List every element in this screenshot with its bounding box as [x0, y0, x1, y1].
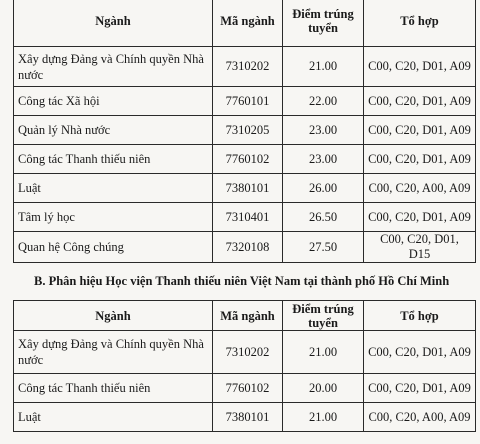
cell-to-hop: C00, C20, D01, A09 [364, 203, 476, 232]
cell-to-hop: C00, C20, D01, A09 [364, 145, 476, 174]
table-row [14, 145, 476, 174]
admission-table-main [13, 0, 476, 263]
table-row [14, 174, 476, 203]
table-row [14, 232, 476, 263]
cell-to-hop: C00, C20, D01, A09 [364, 87, 476, 116]
cell-diem: 23.00 [283, 116, 364, 145]
cell-diem: 26.50 [283, 203, 364, 232]
cell-diem: 22.00 [283, 87, 364, 116]
cell-diem: 21.00 [283, 403, 364, 432]
cell-to-hop: C00, C20, D01, D15 [364, 232, 476, 263]
header-nganh: Ngành [14, 301, 213, 331]
table-row [14, 374, 476, 403]
cell-nganh: Tâm lý học [14, 203, 213, 232]
cell-ma: 7760102 [213, 145, 283, 174]
cell-diem: 26.00 [283, 174, 364, 203]
cell-diem: 27.50 [283, 232, 364, 263]
cell-to-hop: C00, C20, A00, A09 [364, 403, 476, 432]
table-header-row [14, 0, 476, 47]
cell-ma: 7760102 [213, 374, 283, 403]
header-ma-nganh: Mã ngành [213, 301, 283, 331]
cell-nganh: Xây dựng Đảng và Chính quyền Nhà nước [14, 47, 213, 87]
table-row [14, 203, 476, 232]
cell-nganh: Luật [14, 174, 213, 203]
cell-nganh: Quan hệ Công chúng [14, 232, 213, 263]
admission-table-hcmc [13, 300, 476, 432]
cell-to-hop: C00, C20, A00, A09 [364, 174, 476, 203]
cell-nganh: Xây dựng Đảng và Chính quyền Nhà nước [14, 331, 213, 374]
cell-diem: 21.00 [283, 331, 364, 374]
header-diem: Điểm trúng tuyển [283, 301, 364, 331]
header-to-hop: Tổ hợp [364, 0, 476, 47]
header-ma-nganh: Mã ngành [213, 0, 283, 47]
cell-ma: 7320108 [213, 232, 283, 263]
table-row [14, 403, 476, 432]
cell-nganh: Công tác Thanh thiếu niên [14, 145, 213, 174]
cell-diem: 20.00 [283, 374, 364, 403]
table-row [14, 331, 476, 374]
cell-ma: 7760101 [213, 87, 283, 116]
section-b-title: B. Phân hiệu Học viện Thanh thiếu niên Việt Nam tại thành phố Hồ Chí Minh [34, 274, 450, 288]
table-row [14, 87, 476, 116]
cell-nganh: Luật [14, 403, 213, 432]
cell-to-hop: C00, C20, D01, A09 [364, 331, 476, 374]
cell-ma: 7310401 [213, 203, 283, 232]
header-nganh: Ngành [14, 0, 213, 47]
cell-diem: 21.00 [283, 47, 364, 87]
header-to-hop: Tổ hợp [364, 301, 476, 331]
cell-ma: 7380101 [213, 403, 283, 432]
cell-nganh: Quản lý Nhà nước [14, 116, 213, 145]
cell-to-hop: C00, C20, D01, A09 [364, 116, 476, 145]
cell-to-hop: C00, C20, D01, A09 [364, 374, 476, 403]
cell-to-hop: C00, C20, D01, A09 [364, 47, 476, 87]
header-diem: Điểm trúng tuyển [283, 0, 364, 47]
table-row [14, 116, 476, 145]
cell-nganh: Công tác Thanh thiếu niên [14, 374, 213, 403]
cell-nganh: Công tác Xã hội [14, 87, 213, 116]
cell-diem: 23.00 [283, 145, 364, 174]
cell-ma: 7310202 [213, 47, 283, 87]
table-row [14, 47, 476, 87]
cell-ma: 7380101 [213, 174, 283, 203]
cell-ma: 7310205 [213, 116, 283, 145]
table-header-row [14, 301, 476, 331]
cell-ma: 7310202 [213, 331, 283, 374]
